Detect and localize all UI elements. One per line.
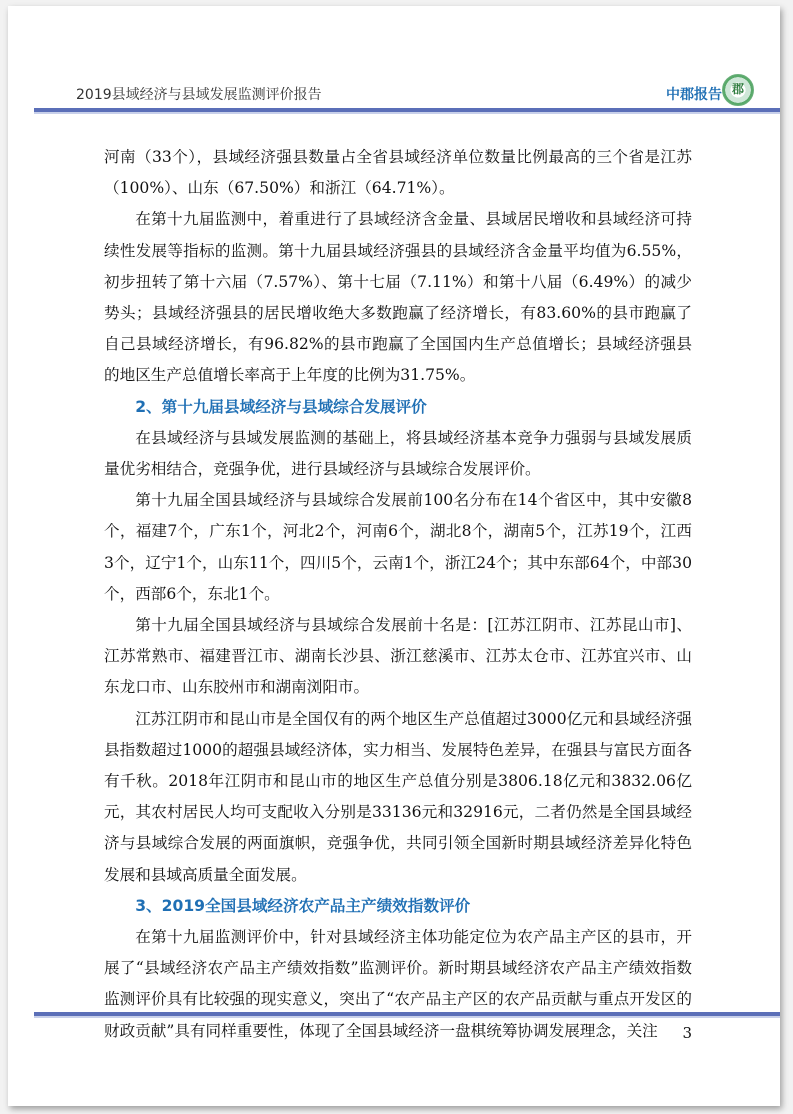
paragraph: 在县域经济与县域发展监测的基础上，将县域经济基本竞争力强弱与县域发展质量优劣相结合，竞强争优，进行县域经济与县域综合发展评价。 <box>104 428 692 479</box>
brand-name: 中郡报告 <box>666 87 722 103</box>
paragraph: 在第十九届监测中，着重进行了县域经济含金量、县域居民增收和县域经济可持续性发展等指标的监测。第十九届县域经济强县的县域经济含金量平均值为6.55%，初步扭转了第十六届（7.57%）、第十七届（7.11%）和第十八届（6.49%）的减少势头；县域经济强县的居民增收绝大多数跑赢了经济增长，有83.60%的县市跑赢了自己县域经济增长，有96.82%的县市跑赢了全国国内生产总值增长；县域经济强县的地区生产总值增长率高于上年度的比例为31.75%。 <box>104 210 692 385</box>
page-number: 3 <box>682 1024 692 1042</box>
paragraph: 河南（33个），县域经济强县数量占全省县域经济单位数量比例最高的三个省是江苏（100%）、山东（67.50%）和浙江（64.71%）。 <box>104 148 692 198</box>
footer-rule <box>34 1012 780 1016</box>
logo-glyph: 郡 <box>731 82 744 96</box>
section-heading: 2、第十九届县域经济与县域综合发展评价 <box>135 397 427 416</box>
paragraph: 第十九届全国县域经济与县域综合发展前100名分布在14个省区中，其中安徽8个，福建7个，广东1个，河北2个，河南6个，湖北8个，湖南5个，江苏19个，江西3个，辽宁1个，山东11个，四川5个，云南1个，浙江24个；其中东部64个，中部30个，西部6个，东北1个。 <box>104 491 692 603</box>
header-rule <box>34 108 780 112</box>
body-text <box>104 142 692 1047</box>
paragraph: 江苏江阴市和昆山市是全国仅有的两个地区生产总值超过3000亿元和县域经济强县指数超过1000的超强县域经济体，实力相当、发展特色差异，在强县与富民方面各有千秋。2018年江阴市和昆山市的地区生产总值分别是3806.18亿元和3832.06亿元，其农村居民人均可支配收入分别是33136元和32916元，二者仍然是全国县域经济与县域综合发展的两面旗帜，竞强争优，共同引领全国新时期县域经济差异化特色发展和县域高质量全面发展。 <box>104 709 692 884</box>
paragraph: 在第十九届监测评价中，针对县域经济主体功能定位为农产品主产区的县市，开展了“县域经济农产品主产绩效指数”监测评价。新时期县域经济农产品主产绩效指数监测评价具有比较强的现实意义，突出了“农产品主产区的农产品贡献与重点开发区的财政贡献”具有同样重要性，体现了全国县域经济一盘棋统筹协调发展理念，关注 <box>104 928 692 1040</box>
section-heading: 3、2019全国县域经济农产品主产绩效指数评价 <box>135 896 471 915</box>
report-title: 2019县域经济与县域发展监测评价报告 <box>76 87 322 103</box>
document-page <box>8 6 780 1106</box>
brand-logo-icon <box>722 74 754 106</box>
page-header <box>8 72 780 112</box>
paragraph: 第十九届全国县域经济与县域综合发展前十名是：[江苏江阴市、江苏昆山市]、江苏常熟市、福建晋江市、湖南长沙县、浙江慈溪市、江苏太仓市、江苏宜兴市、山东龙口市、山东胶州市和湖南浏阳市。 <box>104 616 692 697</box>
